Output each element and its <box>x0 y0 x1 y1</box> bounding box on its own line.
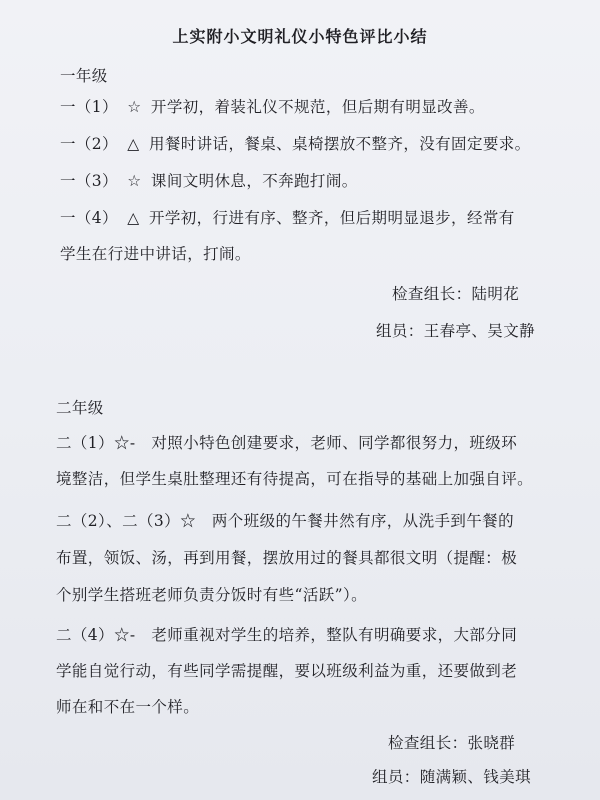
grade2-heading: 二年级 <box>56 399 104 417</box>
star-icon: ☆ <box>127 172 142 190</box>
grade1-leader: 检查组长：陆明花 <box>392 285 520 303</box>
star-icon: ☆ <box>127 98 142 116</box>
grade2-item-3-line-2: 学能自觉行动，有些同学需提醒，要以班级利益为重，还要做到老 <box>56 662 518 680</box>
grade2-item-2-line-1: 二（2）、二（3）☆ 两个班级的午餐井然有序，从洗手到午餐的 <box>56 512 514 530</box>
triangle-icon: △ <box>127 135 140 153</box>
item-label: 一（3） <box>60 172 118 190</box>
item-text: 用餐时讲话，餐桌、桌椅摆放不整齐，没有固定要求。 <box>148 135 531 153</box>
item-text: 开学初，行进有序、整齐，但后期明显退步，经常有 <box>148 209 515 227</box>
grade2-item-2-line-2: 布置，领饭、汤，再到用餐，摆放用过的餐具都很文明（提醒：极 <box>56 549 518 567</box>
grade2-item-3-line-3: 师在和不在一个样。 <box>56 698 200 716</box>
grade1-members: 组员：王春亭、吴文静 <box>376 322 536 340</box>
grade1-heading: 一年级 <box>60 67 108 85</box>
document-title: 上实附小文明礼仪小特色评比小结 <box>172 27 428 46</box>
grade1-item-3 <box>60 171 358 191</box>
item-label: 一（4） <box>60 209 118 227</box>
item-text: 课间文明休息，不奔跑打闹。 <box>150 172 358 190</box>
grade1-item-2 <box>60 134 531 154</box>
grade1-item-4 <box>60 208 515 228</box>
grade2-item-1-line-2: 境整洁，但学生桌肚整理还有待提高，可在指导的基础上加强自评。 <box>56 470 534 488</box>
grade1-item-4-continuation: 学生在行进中讲话，打闹。 <box>60 245 251 263</box>
grade1-item-1 <box>60 97 485 117</box>
item-label: 一（1） <box>60 98 118 116</box>
grade2-item-2-line-3: 个别学生搭班老师负责分饭时有些“活跃”）。 <box>56 586 367 604</box>
triangle-icon: △ <box>127 209 140 227</box>
grade2-leader: 检查组长：张晓群 <box>388 734 516 752</box>
grade2-item-1-line-1: 二（1）☆- 对照小特色创建要求，老师、同学都很努力，班级环 <box>56 434 518 452</box>
item-text: 开学初，着装礼仪不规范，但后期有明显改善。 <box>150 98 485 116</box>
grade2-item-3-line-1: 二（4）☆- 老师重视对学生的培养，整队有明确要求，大部分同 <box>56 626 518 644</box>
grade2-members: 组员：随满颖、钱美琪 <box>372 768 532 786</box>
item-label: 一（2） <box>60 135 118 153</box>
